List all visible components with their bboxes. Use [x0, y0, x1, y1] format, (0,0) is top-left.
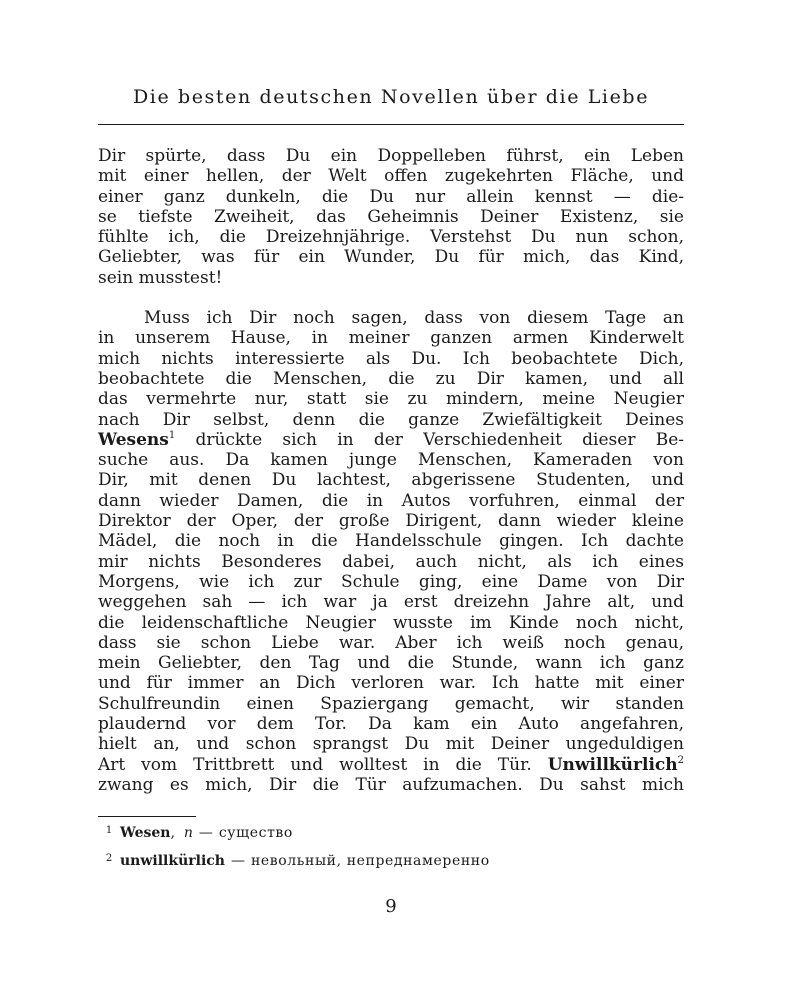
text-line: se tiefste Zweiheit, das Geheimnis Deiner Existenz, sie — [98, 206, 684, 227]
paragraph-1 — [98, 146, 684, 288]
text-line: zwang es mich, Dir die Tür aufzumachen. Du sahst mich — [98, 774, 684, 795]
text-line: mir nichts Besonderes dabei, auch nicht, als ich eines — [98, 551, 684, 572]
paragraph-2 — [98, 308, 684, 795]
text-line — [98, 430, 684, 450]
text-line: Mädel, die noch in die Handelsschule gingen. Ich dachte — [98, 531, 684, 552]
glossed-term-unwillkuerlich: Unwillkürlich — [547, 754, 678, 775]
text-line — [98, 755, 684, 775]
text-line: Dir spürte, dass Du ein Doppelleben führst, ein Leben — [98, 146, 684, 166]
text-line: suche aus. Da kamen junge Menschen, Kameraden von — [98, 450, 684, 471]
footnote-marker-2: 2 — [677, 754, 684, 766]
text-segment: Art vom Trittbrett und wolltest in die Tür. — [98, 754, 548, 775]
text-line: Muss ich Dir noch sagen, dass von diesem Tage an — [144, 308, 684, 329]
page-number: 9 — [385, 896, 397, 917]
footnotes — [98, 824, 684, 880]
footnote-term: unwillkürlich — [120, 853, 225, 869]
footnote-2: 2 unwillkürlich — невольный, непреднамеренно — [105, 853, 490, 869]
text-line: weggehen sah — ich war ja erst dreizehn Jahre alt, und — [98, 592, 684, 613]
text-line: und für immer an Dich verloren war. Ich hatte mit einer — [98, 673, 684, 694]
body-text — [98, 146, 684, 795]
footnote-rule — [98, 816, 196, 817]
text-line: mich nichts interessierte als Du. Ich beobachtete Dich, — [98, 348, 684, 369]
header-rule — [98, 124, 684, 125]
text-line: hielt an, und schon sprangst Du mit Deiner ungeduldigen — [98, 734, 684, 755]
text-line: fühlte ich, die Dreizehnjährige. Verstehst Du nun schon, — [98, 227, 684, 248]
footnote-term: Wesen — [120, 825, 171, 841]
text-line: in unserem Hause, in meiner ganzen armen Kinderwelt — [98, 328, 684, 349]
text-line: beobachtete die Menschen, die zu Dir kamen, und all — [98, 368, 684, 389]
glossed-term-wesens: Wesens — [98, 429, 169, 450]
footnote-grammar: n — [183, 825, 193, 841]
footnote-gloss: существо — [218, 825, 293, 841]
text-line: das vermehrte nur, statt sie zu mindern, meine Neugier — [98, 389, 684, 410]
text-segment: drückte sich in der Verschiedenheit dieser Be- — [175, 429, 684, 450]
footnote-marker-1: 1 — [168, 429, 176, 441]
text-line: dass sie schon Liebe war. Aber ich weiß noch genau, — [98, 632, 684, 653]
text-line: Dir, mit denen Du lachtest, abgerissene Studenten, und — [98, 470, 684, 491]
footnote-dash: — — [198, 825, 213, 841]
text-line: Direktor der Oper, der große Dirigent, dann wieder kleine — [98, 511, 684, 532]
text-line: Geliebter, was für ein Wunder, Du für mich, das Kind, — [98, 247, 684, 268]
footnote-dash: — — [230, 853, 245, 869]
footnote-gloss: невольный, непреднамеренно — [250, 853, 490, 869]
paragraph-gap — [98, 288, 684, 308]
text-line: mein Geliebter, den Tag und die Stunde, wann ich ganz — [98, 653, 684, 674]
text-line: dann wieder Damen, die in Autos vorfuhren, einmal der — [98, 490, 684, 511]
text-line: sein musstest! — [98, 267, 223, 288]
text-line: die leidenschaftliche Neugier wusste im Kinde noch nicht, — [98, 612, 684, 633]
text-line: einer ganz dunkeln, die Du nur allein kennst — die- — [98, 186, 684, 207]
footnote-1: 1 Wesen, n — существо — [105, 825, 293, 841]
text-line: Morgens, wie ich zur Schule ging, eine Dame von Dir — [98, 571, 684, 592]
footnote-separator: , — [170, 825, 175, 841]
text-line: plaudernd vor dem Tor. Da kam ein Auto angefahren, — [98, 714, 684, 735]
text-line: nach Dir selbst, denn die ganze Zwiefältigkeit Deines — [98, 409, 684, 430]
running-title: Die besten deutschen Novellen über die Liebe — [132, 86, 650, 108]
text-line: mit einer hellen, der Welt offen zugekehrten Fläche, und — [98, 166, 684, 187]
text-line: Schulfreundin einen Spaziergang gemacht, wir standen — [98, 693, 684, 714]
